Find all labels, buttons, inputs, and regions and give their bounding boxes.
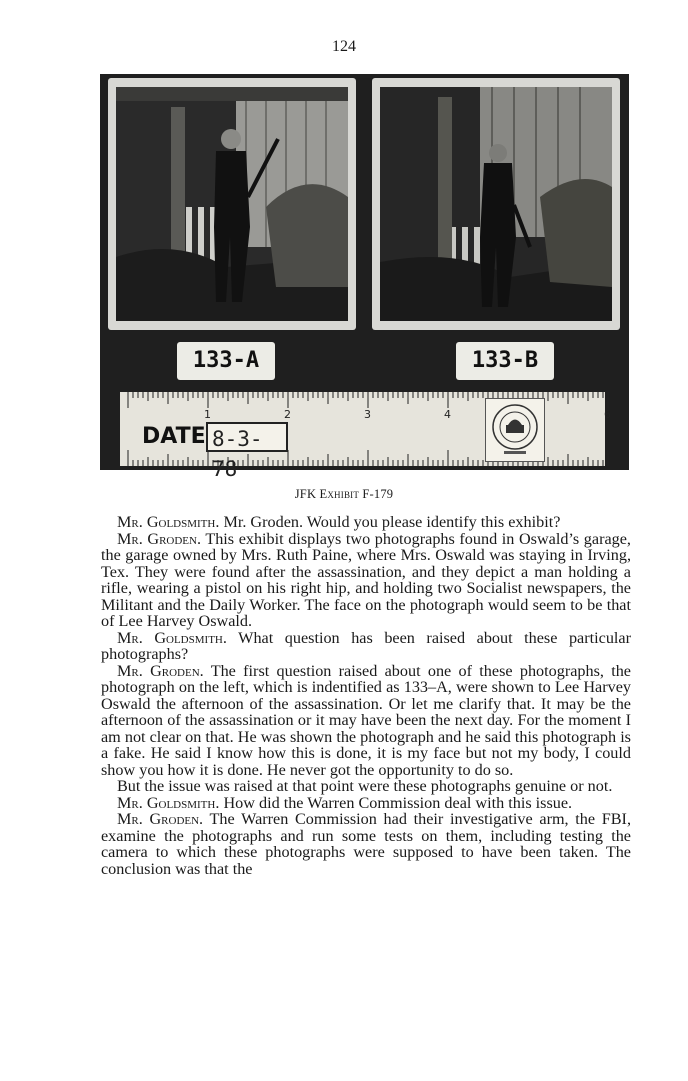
speaker-name: Mr. Groden. xyxy=(117,529,201,548)
paragraph-text: This exhibit displays two photographs found in Oswald’s garage, the garage owned by Mrs. Ruth Paine, where Mrs. Oswald was staying in Irving, Tex. They were found after the assassination, and they depict a man holding a rifle, wearing a pistol on his right hip, and holding two Socialist newspapers, the Militant and the Daily Worker. The face on the photograph would seem to be that of Lee Harvey Oswald. xyxy=(101,529,631,630)
paragraph-text: What question has been raised about these particular photographs? xyxy=(101,628,631,663)
paragraph-text: The first question raised about one of these photographs, the photograph on the left, which is indentified as 133–A, were shown to Lee Harvey Oswald the afternoon of the assassination. Or let me clarify that. It may be the afternoon of the assassination or it may have been the next day. For the moment I am not clear on that. He was shown the photograph and he said this photograph is a fake. He said I know how this is done, it is my face but not my body, I could show you how it is done. He never got the opportunity to do so. xyxy=(101,661,631,779)
exhibit-tag-right: 133-B xyxy=(456,342,554,380)
photo-frame-left xyxy=(108,78,356,330)
photo-frame-right xyxy=(372,78,620,330)
transcript-paragraph xyxy=(101,778,631,795)
caption-prefix: JFK xyxy=(294,487,317,501)
speaker-name: Mr. Goldsmith. xyxy=(117,513,220,531)
transcript-body xyxy=(101,514,631,877)
paragraph-text: Mr. Groden. Would you please identify this exhibit? xyxy=(223,513,561,531)
transcript-paragraph xyxy=(101,795,631,812)
speaker-name: Mr. Goldsmith. xyxy=(117,793,220,812)
page-number: 124 xyxy=(332,38,356,55)
exhibit-photograph xyxy=(100,74,629,481)
scale-ruler xyxy=(120,392,611,481)
speaker-name: Mr. Goldsmith. xyxy=(117,628,227,647)
caption-exhibit-word: Exhibit xyxy=(319,487,360,501)
photo-left xyxy=(116,87,348,321)
transcript-paragraph xyxy=(101,630,631,663)
ruler-number: 3 xyxy=(364,408,371,421)
paragraph-text: The Warren Commission had their investigative arm, the FBI, examine the photographs and run some tests on them, including testing the camera to which these photographs were supposed to have been taken. The conclusion was that the xyxy=(101,810,631,878)
ruler-number: 1 xyxy=(204,408,211,421)
transcript-paragraph xyxy=(101,663,631,779)
date-value: 8-3-78 xyxy=(206,422,288,452)
exhibit-tag-left: 133-A xyxy=(177,342,275,380)
ruler-number: 4 xyxy=(444,408,451,421)
ruler-number: 6 xyxy=(604,408,611,421)
transcript-paragraph xyxy=(101,531,631,630)
transcript-paragraph xyxy=(101,811,631,877)
photo-right xyxy=(380,87,612,321)
transcript-paragraph xyxy=(101,514,631,531)
exhibit-caption xyxy=(0,487,688,502)
speaker-name: Mr. Groden. xyxy=(117,810,204,828)
paragraph-text: How did the Warren Commission deal with this issue. xyxy=(223,793,573,812)
ruler-number: 2 xyxy=(284,408,291,421)
caption-number: F-179 xyxy=(362,487,394,501)
speaker-name: Mr. Groden. xyxy=(117,661,204,680)
date-label: DATE xyxy=(142,424,206,449)
seal-icon xyxy=(485,398,545,462)
paragraph-text: But the issue was raised at that point were these photographs genuine or not. xyxy=(117,777,613,795)
